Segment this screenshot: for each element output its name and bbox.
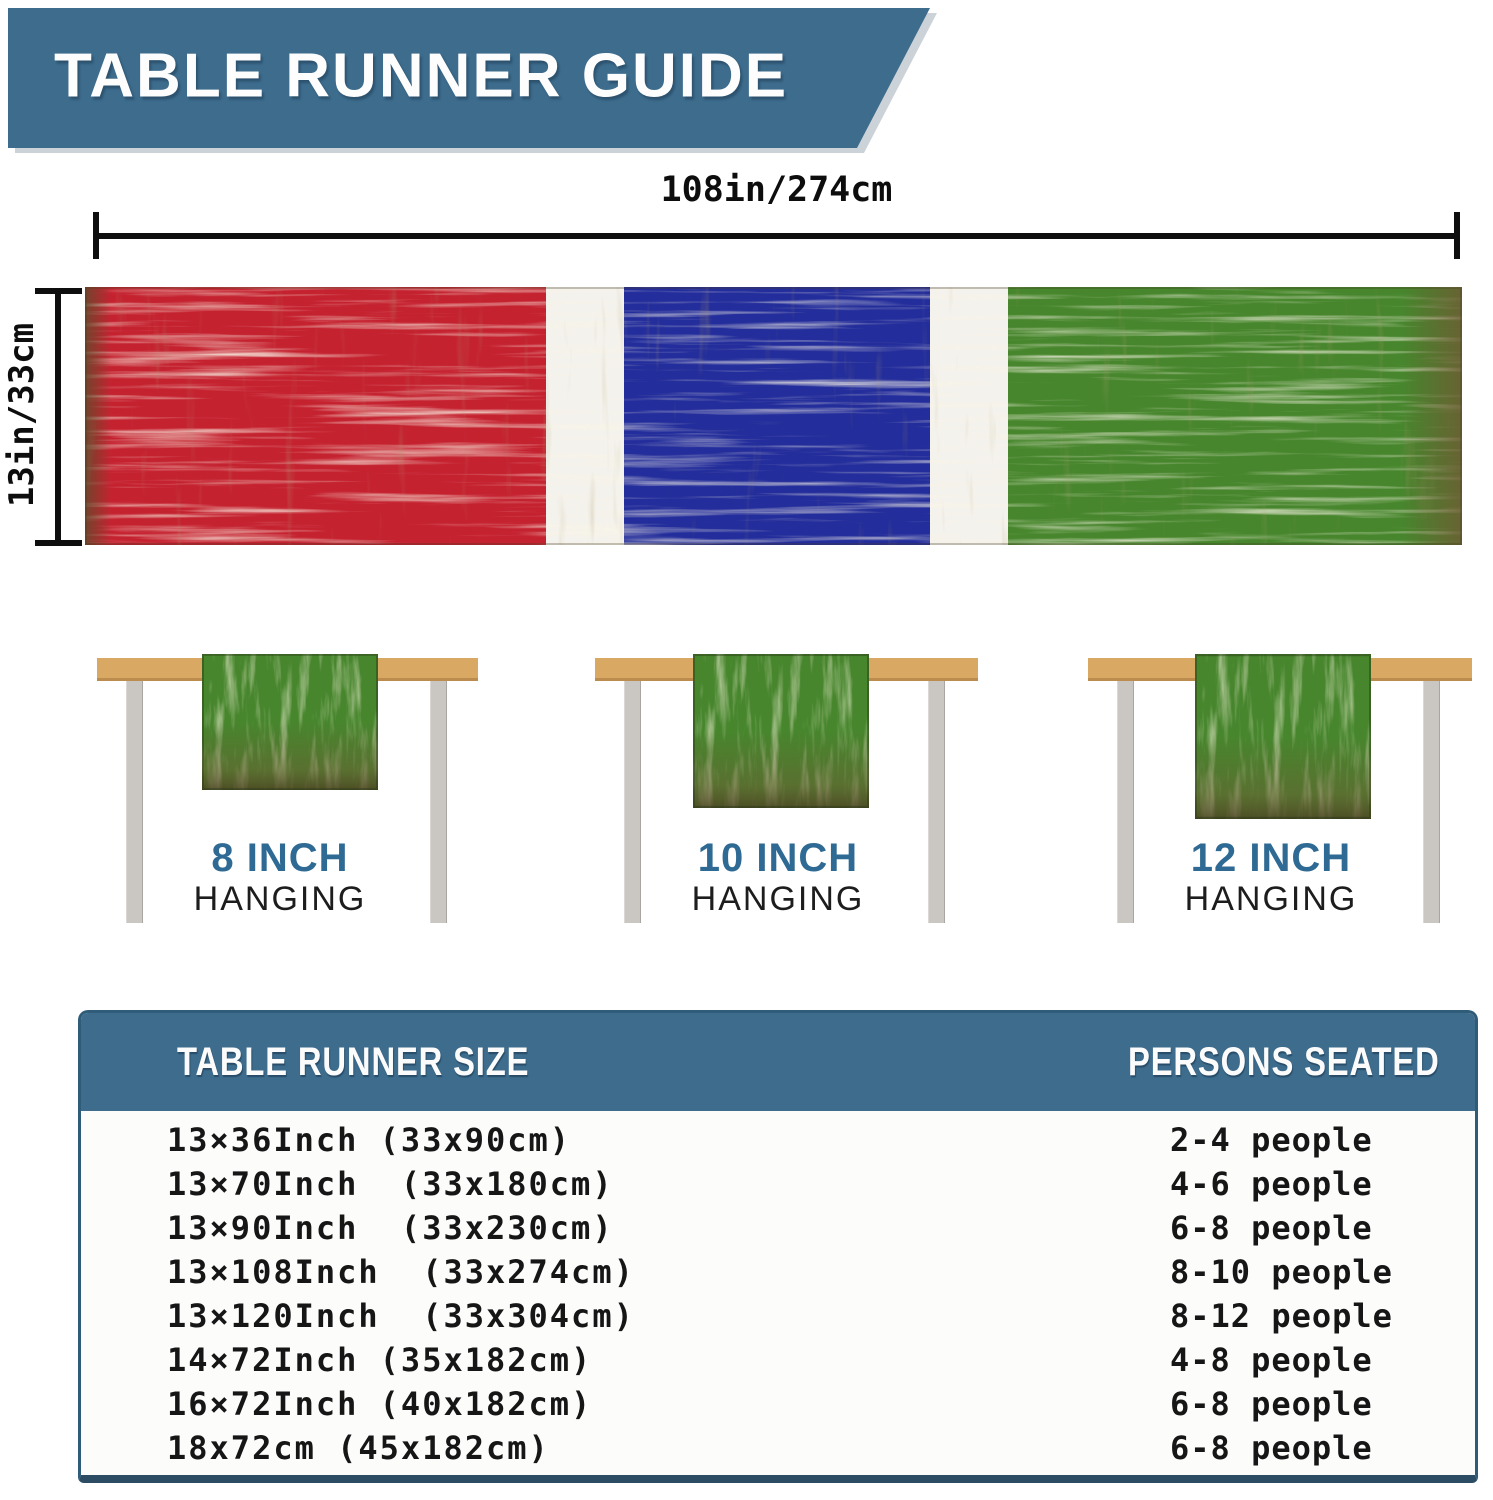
- cell-size: 13×120Inch (33x304cm): [167, 1297, 635, 1335]
- cell-persons: 8-12 people: [1170, 1297, 1393, 1335]
- hanging-inches-label: 8 INCH: [211, 836, 349, 880]
- cell-size: 13×70Inch (33x180cm): [167, 1165, 614, 1203]
- dimension-tick-left: [93, 212, 99, 259]
- hanging-text-label: HANGING: [691, 880, 865, 918]
- cell-persons: 6-8 people: [1170, 1209, 1373, 1247]
- hanging-figure-8-inch: [80, 640, 480, 970]
- hanging-runner-image: [693, 654, 869, 808]
- dimension-tick-right: [1454, 212, 1460, 259]
- runner-worn-right-edge: [1402, 287, 1462, 545]
- table-row: [81, 1294, 1475, 1338]
- runner-preview-image: [85, 287, 1462, 545]
- cell-persons: 8-10 people: [1170, 1253, 1393, 1291]
- cell-persons: 6-8 people: [1170, 1385, 1373, 1423]
- page-title: TABLE RUNNER GUIDE: [54, 41, 789, 111]
- runner-worn-left-edge: [85, 287, 111, 545]
- title-banner: [8, 8, 930, 148]
- height-dimension-line: [55, 290, 61, 544]
- table-row: [81, 1206, 1475, 1250]
- dimension-tick-top: [35, 288, 82, 294]
- hanging-text-label: HANGING: [1184, 880, 1358, 918]
- cell-persons: 4-6 people: [1170, 1165, 1373, 1203]
- cell-size: 13×36Inch (33x90cm): [167, 1121, 572, 1159]
- table-row: [81, 1162, 1475, 1206]
- table-row: [81, 1250, 1475, 1294]
- table-row: [81, 1426, 1475, 1470]
- dimension-tick-bottom: [35, 540, 82, 546]
- cell-persons: 2-4 people: [1170, 1121, 1373, 1159]
- size-guide-table: [78, 1010, 1478, 1483]
- size-table-body: [81, 1111, 1475, 1470]
- hanging-figure-10-inch: [578, 640, 978, 970]
- hanging-runner-image: [1195, 654, 1371, 819]
- hanging-inches-label: 12 INCH: [1190, 836, 1352, 880]
- width-dimension-line: [95, 233, 1458, 239]
- header-size-label: TABLE RUNNER SIZE: [177, 1040, 530, 1084]
- table-row: [81, 1118, 1475, 1162]
- cell-size: 13×90Inch (33x230cm): [167, 1209, 614, 1247]
- cell-size: 13×108Inch (33x274cm): [167, 1253, 635, 1291]
- cell-size: 18x72cm (45x182cm): [167, 1429, 550, 1467]
- height-dimension-label: 13in/33cm: [2, 322, 42, 508]
- width-dimension-label: 108in/274cm: [660, 170, 893, 210]
- hanging-text-label: HANGING: [193, 880, 367, 918]
- hanging-runner-image: [202, 654, 378, 790]
- table-row: [81, 1338, 1475, 1382]
- cell-size: 16×72Inch (40x182cm): [167, 1385, 593, 1423]
- size-table-header: [81, 1013, 1475, 1111]
- hanging-inches-label: 10 INCH: [697, 836, 859, 880]
- cell-size: 14×72Inch (35x182cm): [167, 1341, 593, 1379]
- cell-persons: 4-8 people: [1170, 1341, 1373, 1379]
- hanging-figure-12-inch: [1071, 640, 1471, 970]
- cell-persons: 6-8 people: [1170, 1429, 1373, 1467]
- header-persons-label: PERSONS SEATED: [1128, 1040, 1440, 1084]
- table-row: [81, 1382, 1475, 1426]
- runner-dirt-texture: [85, 287, 1462, 545]
